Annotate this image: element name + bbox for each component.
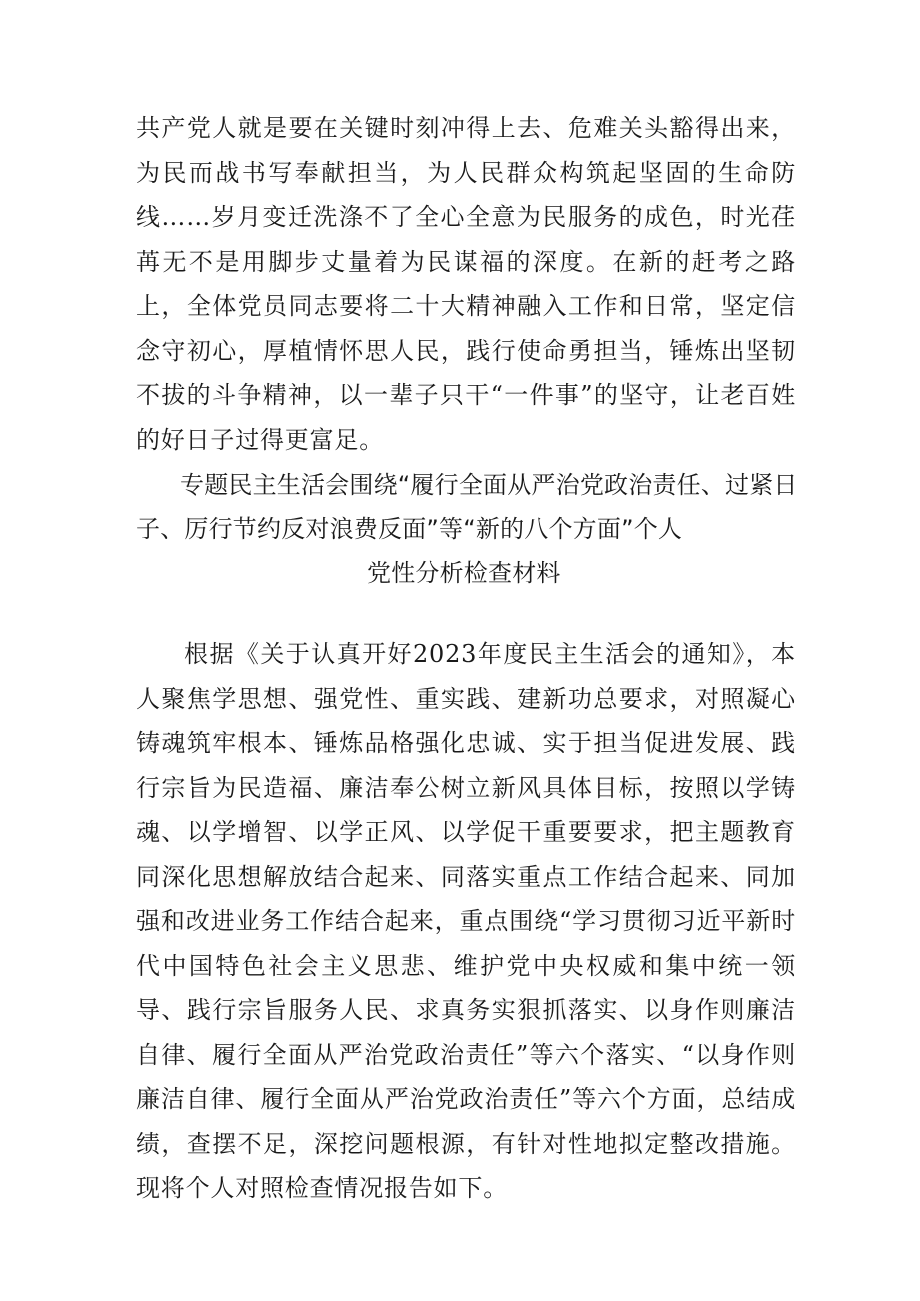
- body-paragraph-intro: 根据《关于认真开好2023年度民主生活会的通知》，本人聚焦学思想、强党性、重实践、建新功总要求，对照凝心铸魂筑牢根本、锤炼品格强化忠诚、实于担当促进发展、践行宗旨为民造福、廉洁奉公树立新风具体目标，按照以学铸魂、以学增智、以学正风、以学促干重要要求，把主题教育同深化思想解放结合起来、同落实重点工作结合起来、同加强和改进业务工作结合起来，重点围绕“学习贯彻习近平新时代中国特色社会主义思悲、维护党中央权威和集中统一领导、践行宗旨服务人民、求真务实狠抓落实、以身作则廉洁自律、履行全面从严治党政治责任”等六个落实、“以身作则廉洁自律、履行全面从严治党政治责任”等六个方面，总结成绩，查摆不足，深挖问题根源，有针对性地拟定整改措施。现将个人对照检查情况报告如下。: [136, 640, 796, 1202]
- body-paragraph-continuation: 共产党人就是要在关键时刻冲得上去、危难关头豁得出来，为民而战书写奉献担当，为人民群众构筑起坚固的生命防线……岁月变迁洗涤不了全心全意为民服务的成色，时光荏苒无不是用脚步丈量着为民谋福的深度。在新的赶考之路上，全体党员同志要将二十大精神融入工作和日常，坚定信念守初心，厚植情怀思人民，践行使命勇担当，锤炼出坚韧不拔的斗争精神，以一辈子只干“一件事”的坚守，让老百姓的好日子过得更富足。: [136, 114, 796, 454]
- section-title: [136, 463, 796, 595]
- section-title-line-3: 党性分析检查材料: [367, 559, 561, 587]
- section-title-line-1: 专题民主生活会围绕“履行全面从严治党政治责任、过紧日: [180, 471, 798, 499]
- section-title-line-2: 子、厉行节约反对浪费反面”等“新的八个方面”个人: [136, 515, 683, 543]
